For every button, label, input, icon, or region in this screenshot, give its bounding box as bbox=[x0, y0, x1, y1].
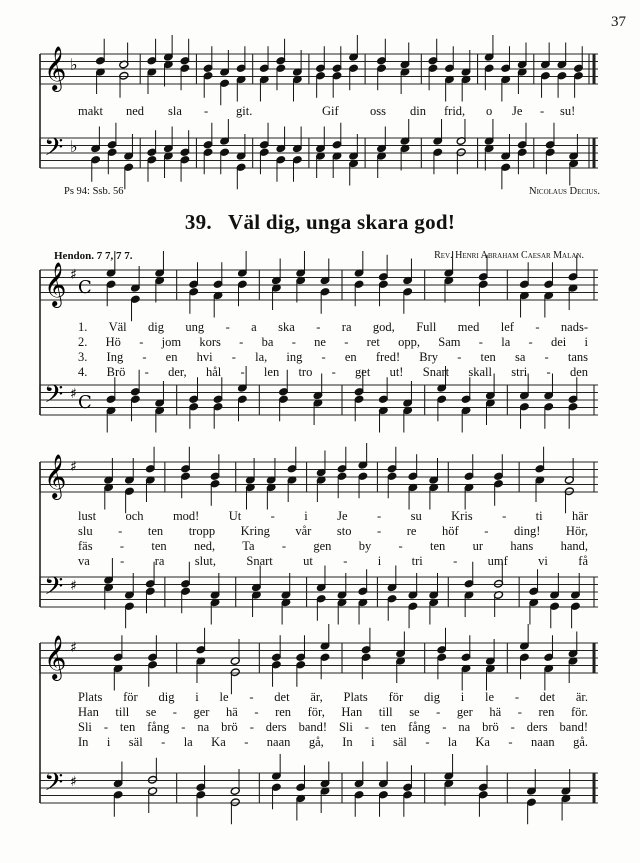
bass-clef-icon: 𝄢 bbox=[44, 133, 64, 168]
lyric-syllable: su! bbox=[560, 104, 576, 118]
lyric-syllable: Je bbox=[512, 104, 523, 118]
lyric-syllable: makt bbox=[78, 104, 103, 118]
treble-clef-icon: 𝄞 bbox=[44, 454, 67, 498]
verse-line: lust och mod! Ut - i Je - su Kris - ti här bbox=[78, 509, 588, 523]
hymn-title bbox=[0, 210, 640, 235]
lyric-syllable: git. bbox=[236, 104, 253, 118]
sharp-sign-icon: ♯ bbox=[70, 267, 77, 283]
lyric-syllable: frid, bbox=[444, 104, 466, 118]
bass-clef-icon: 𝄢 bbox=[44, 572, 64, 607]
lyric-syllable: sla bbox=[168, 104, 182, 118]
hymn-title-text: Väl dig, unga skara god! bbox=[227, 210, 456, 234]
page-number: 37 bbox=[611, 14, 626, 30]
sharp-sign-icon: ♯ bbox=[70, 386, 77, 402]
verse-line: va - ra slut, Snart ut - i tri - umf vi få bbox=[78, 554, 588, 568]
lyric-syllable: o bbox=[486, 104, 493, 118]
lyric-syllable: oss bbox=[370, 104, 386, 118]
lyric-syllable: - bbox=[540, 104, 545, 118]
verse-line: 3. Ing - en hvi - la, ing - en fred! Bry - ten sa - tans bbox=[78, 350, 588, 364]
flat-sign-icon: ♭ bbox=[70, 55, 78, 74]
verse-line: Plats för dig i le - det är, Plats för dig i le - det är. bbox=[78, 690, 588, 704]
lyric-syllable: Gif bbox=[322, 104, 339, 118]
scripture-reference: Ps 94: Ssb. 56 bbox=[64, 186, 124, 197]
verse-line: fäs - ten ned, Ta - gen by - ten ur hans hand, bbox=[78, 539, 588, 553]
tune-name: Hendon. 7 7, 7 7. bbox=[54, 250, 133, 262]
bass-clef-icon: 𝄢 bbox=[44, 380, 64, 415]
common-time-icon: C bbox=[78, 392, 92, 413]
sharp-sign-icon: ♯ bbox=[70, 578, 77, 594]
author-credit: Rev. Henri Abraham Caesar Malan. bbox=[434, 250, 584, 261]
lyric-syllable: - bbox=[204, 104, 209, 118]
verse-line: slu - ten tropp Kring vår sto - re höf - ding! Hör, bbox=[78, 524, 588, 538]
verse-line: In i säl - la Ka - naan gå, In i säl - la Ka - naan gå. bbox=[78, 735, 588, 749]
verse-line: Sli - ten fång - na brö - ders band! Sli - ten fång - na brö - ders band! bbox=[78, 720, 588, 734]
sharp-sign-icon: ♯ bbox=[70, 459, 77, 475]
verse-line: 4. Brö - der, hål - len tro - get ut! Snart skall stri - den bbox=[78, 365, 588, 379]
treble-clef-icon: 𝄞 bbox=[44, 635, 67, 679]
composer-credit: Nicolaus Decius. bbox=[529, 186, 600, 197]
sharp-sign-icon: ♯ bbox=[70, 774, 77, 790]
treble-clef-icon: 𝄞 bbox=[44, 262, 67, 306]
common-time-icon: C bbox=[78, 277, 92, 298]
verse-line: Han till se - ger hä - ren för, Han till se - ger hä - ren för. bbox=[78, 705, 588, 719]
lyric-syllable: din bbox=[410, 104, 426, 118]
flat-sign-icon: ♭ bbox=[70, 137, 78, 156]
bass-clef-icon: 𝄢 bbox=[44, 768, 64, 803]
verse-line: 1. Väl dig ung - a ska - ra god, Full med lef - nads- bbox=[78, 320, 588, 334]
sharp-sign-icon: ♯ bbox=[70, 640, 77, 656]
verse-line: 2. Hö - jom kors - ba - ne - ret opp, Sam - la - dei i bbox=[78, 335, 588, 349]
hymn-number: 39. bbox=[184, 210, 212, 234]
treble-clef-icon: 𝄞 bbox=[44, 46, 67, 90]
lyric-syllable: ned bbox=[126, 104, 145, 118]
